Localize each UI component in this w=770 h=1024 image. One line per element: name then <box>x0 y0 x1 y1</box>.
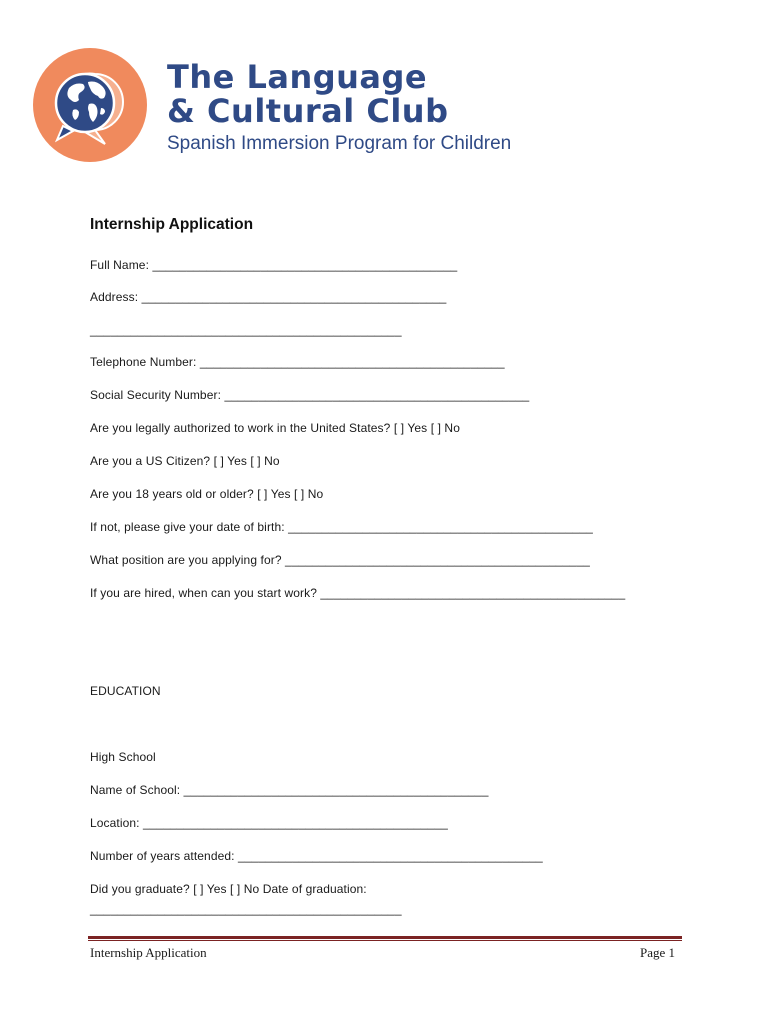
telephone-field[interactable]: Telephone Number: _____________________________________________ <box>90 355 505 369</box>
education-heading: EDUCATION <box>90 684 161 698</box>
globe-chat-logo-icon <box>33 48 147 162</box>
work-authorization-question[interactable]: Are you legally authorized to work in the United States? [ ] Yes [ ] No <box>90 421 460 435</box>
years-attended-field[interactable]: Number of years attended: _____________________________________________ <box>90 849 543 863</box>
us-citizen-question[interactable]: Are you a US Citizen? [ ] Yes [ ] No <box>90 454 280 468</box>
start-date-field[interactable]: If you are hired, when can you start work? _____________________________________________ <box>90 586 626 600</box>
footer-page-number: Page 1 <box>640 945 676 960</box>
brand-name-line1: The Language <box>167 58 428 96</box>
full-name-field[interactable]: Full Name: _____________________________________________ <box>90 258 458 272</box>
brand-subtitle: Spanish Immersion Program for Children <box>167 133 512 154</box>
graduation-question[interactable]: Did you graduate? [ ] Yes [ ] No Date of graduation: <box>90 882 367 896</box>
address-field[interactable]: Address: _____________________________________________ <box>90 290 447 304</box>
school-name-field[interactable]: Name of School: _____________________________________________ <box>90 783 489 797</box>
document-title: Internship Application <box>90 216 254 233</box>
graduation-date-field[interactable]: ______________________________________________ <box>90 902 402 916</box>
date-of-birth-field[interactable]: If not, please give your date of birth: _____________________________________________ <box>90 520 593 534</box>
high-school-heading: High School <box>90 750 156 764</box>
footer-divider <box>88 936 682 939</box>
position-field[interactable]: What position are you applying for? _____________________________________________ <box>90 553 590 567</box>
ssn-field[interactable]: Social Security Number: _____________________________________________ <box>90 388 530 402</box>
footer-document-name: Internship Application <box>90 945 207 960</box>
age-question[interactable]: Are you 18 years old or older? [ ] Yes [ ] No <box>90 487 324 501</box>
brand-name-line2: & Cultural Club <box>167 92 449 130</box>
brand-block <box>167 60 511 155</box>
footer-divider-thin <box>88 940 682 941</box>
school-location-field[interactable]: Location: _____________________________________________ <box>90 816 448 830</box>
address-line2-field[interactable]: ______________________________________________ <box>90 323 402 337</box>
